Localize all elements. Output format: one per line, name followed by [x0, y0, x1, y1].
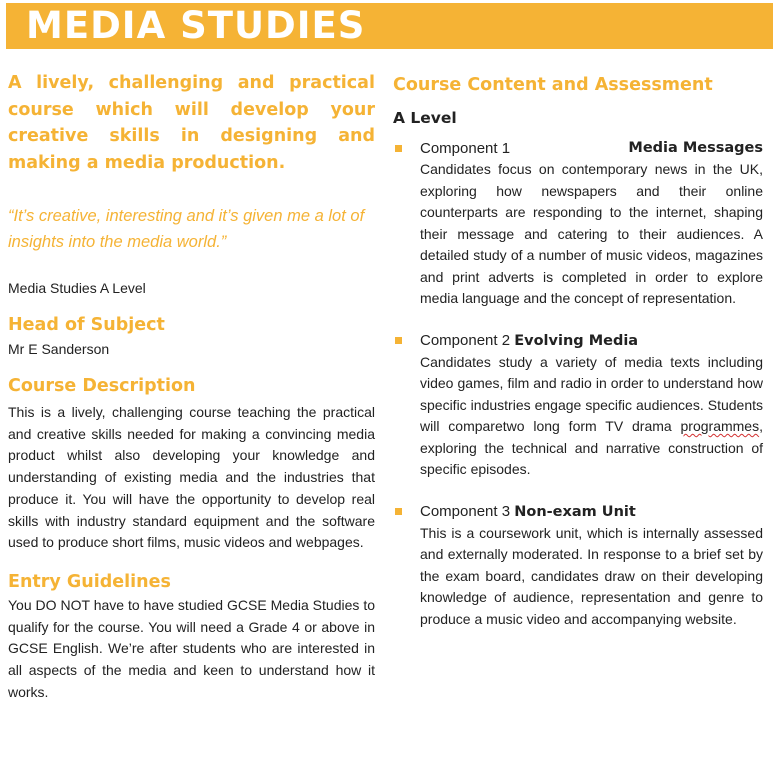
bullet-icon	[395, 145, 402, 152]
component-2-text-start: Candidates study a variety of media texts including video games, film and radio in order to understand how specific industries engage specific audiences. Students will comparetwo long form TV drama	[420, 353, 763, 434]
component-1-text: Candidates focus on contemporary news in the UK, exploring how newspapers and their online counterparts are responding to the internet, shaping their message and catering to their audiences. A detailed study of a number of music videos, magazines and print adverts is completed in order to explore media language and the concept of representation.	[420, 161, 763, 306]
component-2-text	[420, 352, 763, 481]
entry-guidelines-text: You DO NOT have to have studied GCSE Media Studies to qualify for the course. You will need a Grade 4 or above in GCSE English. We’re after students who are interested in all aspects of the media and keen to understand how it works.	[8, 596, 375, 700]
level-heading: A Level	[393, 109, 457, 127]
component-3-title	[420, 501, 763, 523]
left-column	[8, 70, 375, 703]
component-2	[393, 330, 763, 481]
component-1	[393, 138, 763, 310]
component-1-prefix: Component 1	[420, 140, 511, 157]
course-content-heading: Course Content and Assessment	[393, 75, 713, 95]
component-3-text: This is a coursework unit, which is internally assessed and externally moderated. In response to a brief set by the exam board, candidates draw on their developing knowledge of audience, representation and genre to produce a music video and accompanying website.	[420, 524, 763, 627]
head-of-subject-heading: Head of Subject	[8, 315, 165, 335]
component-2-prefix: Component 2	[420, 331, 515, 349]
component-2-title	[420, 330, 763, 352]
component-3	[393, 501, 763, 631]
component-1-name: Media Messages	[628, 140, 763, 156]
quote-source: Media Studies A Level	[8, 280, 146, 296]
component-1-title	[420, 138, 763, 159]
spellcheck-flagged-word: programmes	[680, 418, 760, 434]
entry-guidelines-heading: Entry Guidelines	[8, 571, 171, 592]
right-column	[393, 70, 763, 630]
head-of-subject-name: Mr E Sanderson	[8, 341, 110, 357]
page-title: MEDIA STUDIES	[26, 4, 366, 47]
course-description-text: This is a lively, challenging course teaching the practical and creative skills needed for making a convincing media product whilst also developing your knowledge and understanding of existing media and the industries that produce it. You will have the opportunity to develop real skills with industry standard equipment and the software used to produce short films, music videos and webpages.	[8, 404, 375, 551]
student-quote: “It’s creative, interesting and it’s given me a lot of insights into the media world.”	[8, 207, 365, 251]
bullet-icon	[395, 508, 402, 515]
title-banner	[6, 3, 773, 49]
component-3-prefix: Component 3	[420, 502, 515, 520]
component-2-text-end: , exploring the technical and narrative construction of specific episodes.	[420, 418, 763, 477]
bullet-icon	[395, 337, 402, 344]
course-description-heading: Course Description	[8, 376, 196, 396]
component-3-name: Non-exam Unit	[514, 503, 636, 520]
intro-statement: A lively, challenging and practical course which will develop your creative skills in designing and making a media production.	[8, 73, 375, 173]
component-2-name: Evolving Media	[514, 332, 639, 349]
